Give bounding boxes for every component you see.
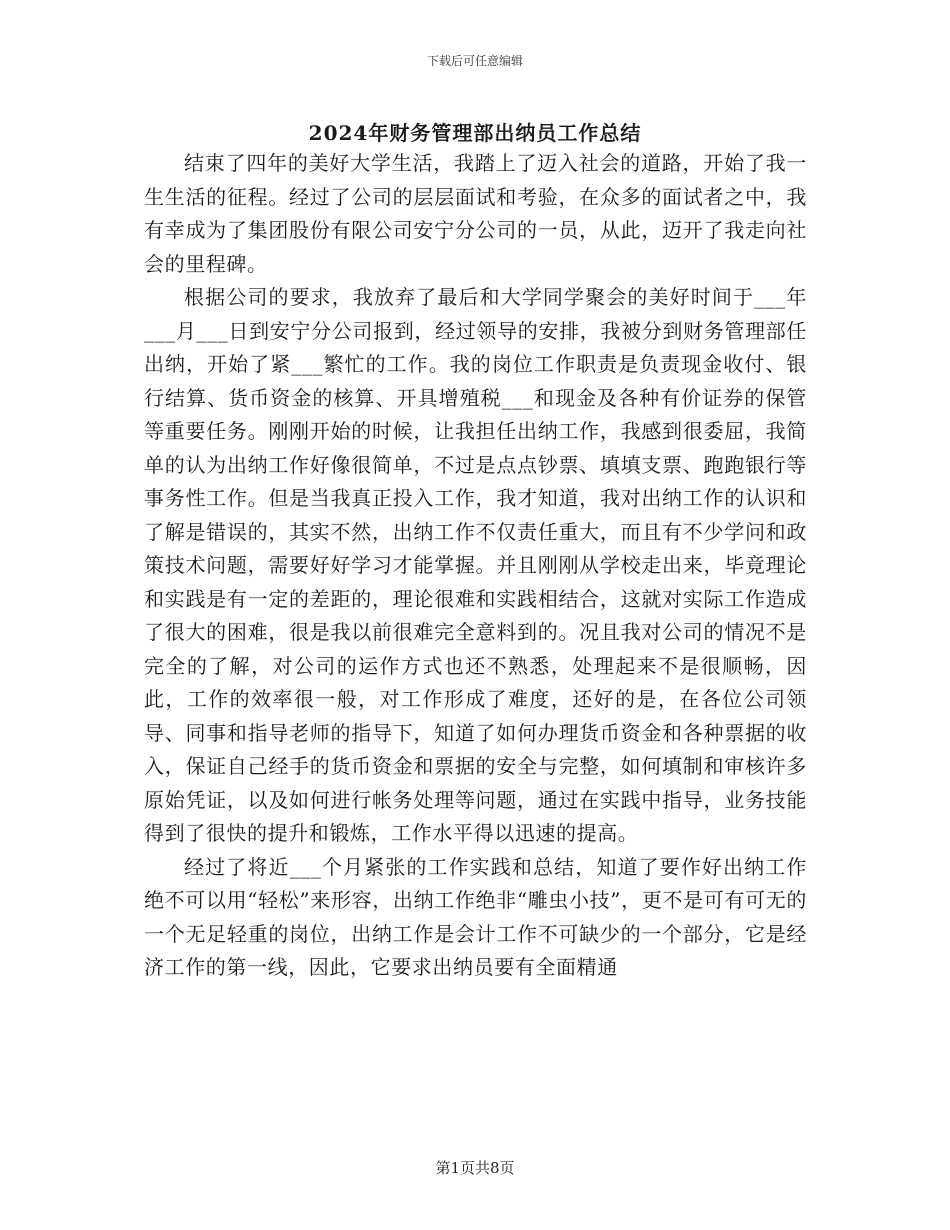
paragraph: 结束了四年的美好大学生活，我踏上了迈入社会的道路，开始了我一生生活的征程。经过了公司的层层面试和考验，在众多的面试者之中，我有幸成为了集团股份有限公司安宁分公司的一员，从此，迈开了我走向社会的里程碑。 [144, 151, 807, 276]
paragraph: 经过了将近___个月紧张的工作实践和总结，知道了要作好出纳工作绝不可以用“轻松”来形容，出纳工作绝非“雕虫小技”，更不是可有可无的一个无足轻重的岗位，出纳工作是会计工作不可缺少的一个部分，它是经济工作的第一线，因此，它要求出纳员要有全面精通 [144, 854, 807, 979]
page-indicator: 第1页共8页 [435, 1159, 515, 1177]
paragraph: 根据公司的要求，我放弃了最后和大学同学聚会的美好时间于___年___月___日到安宁分公司报到，经过领导的安排，我被分到财务管理部任出纳，开始了紧___繁忙的工作。我的岗位工作职责是负责现金收付、银行结算、货币资金的核算、开具增殖税___和现金及各种有价证券的保管等重要任务。刚刚开始的时候，让我担任出纳工作，我感到很委屈，我简单的认为出纳工作好像很简单，不过是点点钞票、填填支票、跑跑银行等事务性工作。但是当我真正投入工作，我才知道，我对出纳工作的认识和了解是错误的，其实不然，出纳工作不仅责任重大，而且有不少学问和政策技术问题，需要好好学习才能掌握。并且刚刚从学校走出来，毕竟理论和实践是有一定的差距的，理论很难和实践相结合，这就对实际工作造成了很大的困难，很是我以前很难完全意料到的。况且我对公司的情况不是完全的了解，对公司的运作方式也还不熟悉，处理起来不是很顺畅，因此，工作的效率很一般，对工作形成了难度，还好的是，在各位公司领导、同事和指导老师的指导下，知道了如何办理货币资金和各种票据的收入，保证自己经手的货币资金和票据的安全与完整，如何填制和审核许多原始凭证，以及如何进行帐务处理等问题，通过在实践中指导，业务技能得到了很快的提升和锻炼，工作水平得以迅速的提高。 [144, 285, 807, 845]
document-body [144, 147, 807, 985]
header-note: 下载后可任意编辑 [426, 54, 523, 68]
document-title: 2024年财务管理部出纳员工作总结 [308, 121, 642, 145]
